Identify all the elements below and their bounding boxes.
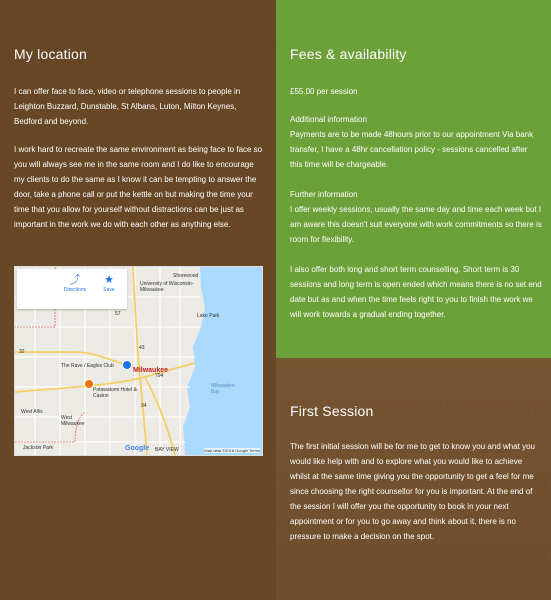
save-button[interactable] [89, 273, 129, 293]
map-label: Shorewood [173, 273, 199, 279]
further-info-block [290, 187, 542, 247]
session-title: First Session [290, 403, 374, 419]
fees-section [276, 0, 551, 358]
first-session-section [276, 358, 551, 600]
star-icon: ★ [104, 274, 114, 286]
map-label: Milwaukee Bay [211, 383, 235, 395]
further-body: I offer weekly sessions, usually the same day and time each week but I am aware this doesn't suit everyone with work commitments so there is room for flexibility. [290, 205, 542, 244]
venue-pin-icon[interactable] [84, 379, 94, 389]
route-shield: 43 [139, 345, 145, 351]
fees-title: Fees & availability [290, 46, 407, 62]
map-label: University of Wisconsin-Milwaukee [140, 281, 194, 293]
city-label: Milwaukee [133, 367, 169, 374]
fees-price: £55.00 per session [290, 87, 358, 96]
directions-label: Directions [63, 287, 87, 293]
map-actions-card [17, 269, 127, 309]
map-label: Jackson Park [23, 445, 54, 451]
location-body: I work hard to recreate the same environment as being face to face so you will always see me in the same room and I do like to encourage my clients to do the same as I know it can be tempting to answer the door, take a phone call or put the kettle on but making the time your time that you allow for yourself without distractions can be just as important in the work we do with each other as anything else. [14, 145, 263, 229]
counselling-block [290, 262, 542, 322]
map-label: West Milwaukee [61, 415, 85, 427]
map-label: Potawatomi Hotel & Casino [93, 387, 137, 399]
map-label: Lake Park [197, 313, 220, 319]
route-shield: 794 [155, 373, 164, 379]
route-shield: 94 [141, 403, 147, 409]
additional-info-block [290, 112, 542, 172]
route-shield: 57 [115, 311, 121, 317]
map-label: West Allis [21, 409, 43, 415]
additional-heading: Additional information [290, 115, 367, 124]
additional-body: Payments are to be made 48hours prior to our appointment Via bank transfer, I have a 48hr cancellation policy - sessions cancelled after this time will be chargeable. [290, 130, 534, 169]
location-intro: I can offer face to face, video or telephone sessions to people in Leighton Buzzard, Dunstable, St Albans, Luton, Milton Keynes, Bedford and beyond. [14, 87, 241, 126]
fees-price-text [290, 84, 540, 99]
location-map[interactable] [14, 266, 263, 456]
directions-icon: ⤴ [69, 274, 81, 286]
location-pin-icon[interactable] [122, 360, 132, 370]
session-body-text [290, 439, 542, 544]
google-logo: Google [125, 445, 150, 452]
right-column [276, 0, 551, 600]
map-label: The Rave / Eagles Club [61, 363, 114, 369]
location-intro-text [14, 84, 264, 129]
session-body: The first initial session will be for me to get to know you and what you would like help with and to explore what you would like to achieve whilst at the same time giving you the opportunity to get a feel for me since choosing the right counsellor for you is important. At the end of the session I will offer you the opportunity to book in your next appointment or for you to go away and think about it, there is no pressure to make a decision on the spot. [290, 442, 536, 541]
counselling-body: I also offer both long and short term counselling. Short term is 30 sessions and long term is open ended which means there is no set end date but as and when the time feels right to you to finish the work we will work towards a gradual ending together. [290, 265, 542, 319]
route-shield: 32 [19, 349, 25, 355]
location-title: My location [14, 46, 88, 62]
map-label: BAY VIEW [155, 447, 179, 453]
lake-michigan [183, 267, 262, 455]
save-label: Save [103, 287, 115, 293]
further-heading: Further information [290, 190, 358, 199]
map-attribution[interactable]: Map data ©2018 Google Terms [204, 448, 260, 453]
location-body-text [14, 142, 264, 232]
